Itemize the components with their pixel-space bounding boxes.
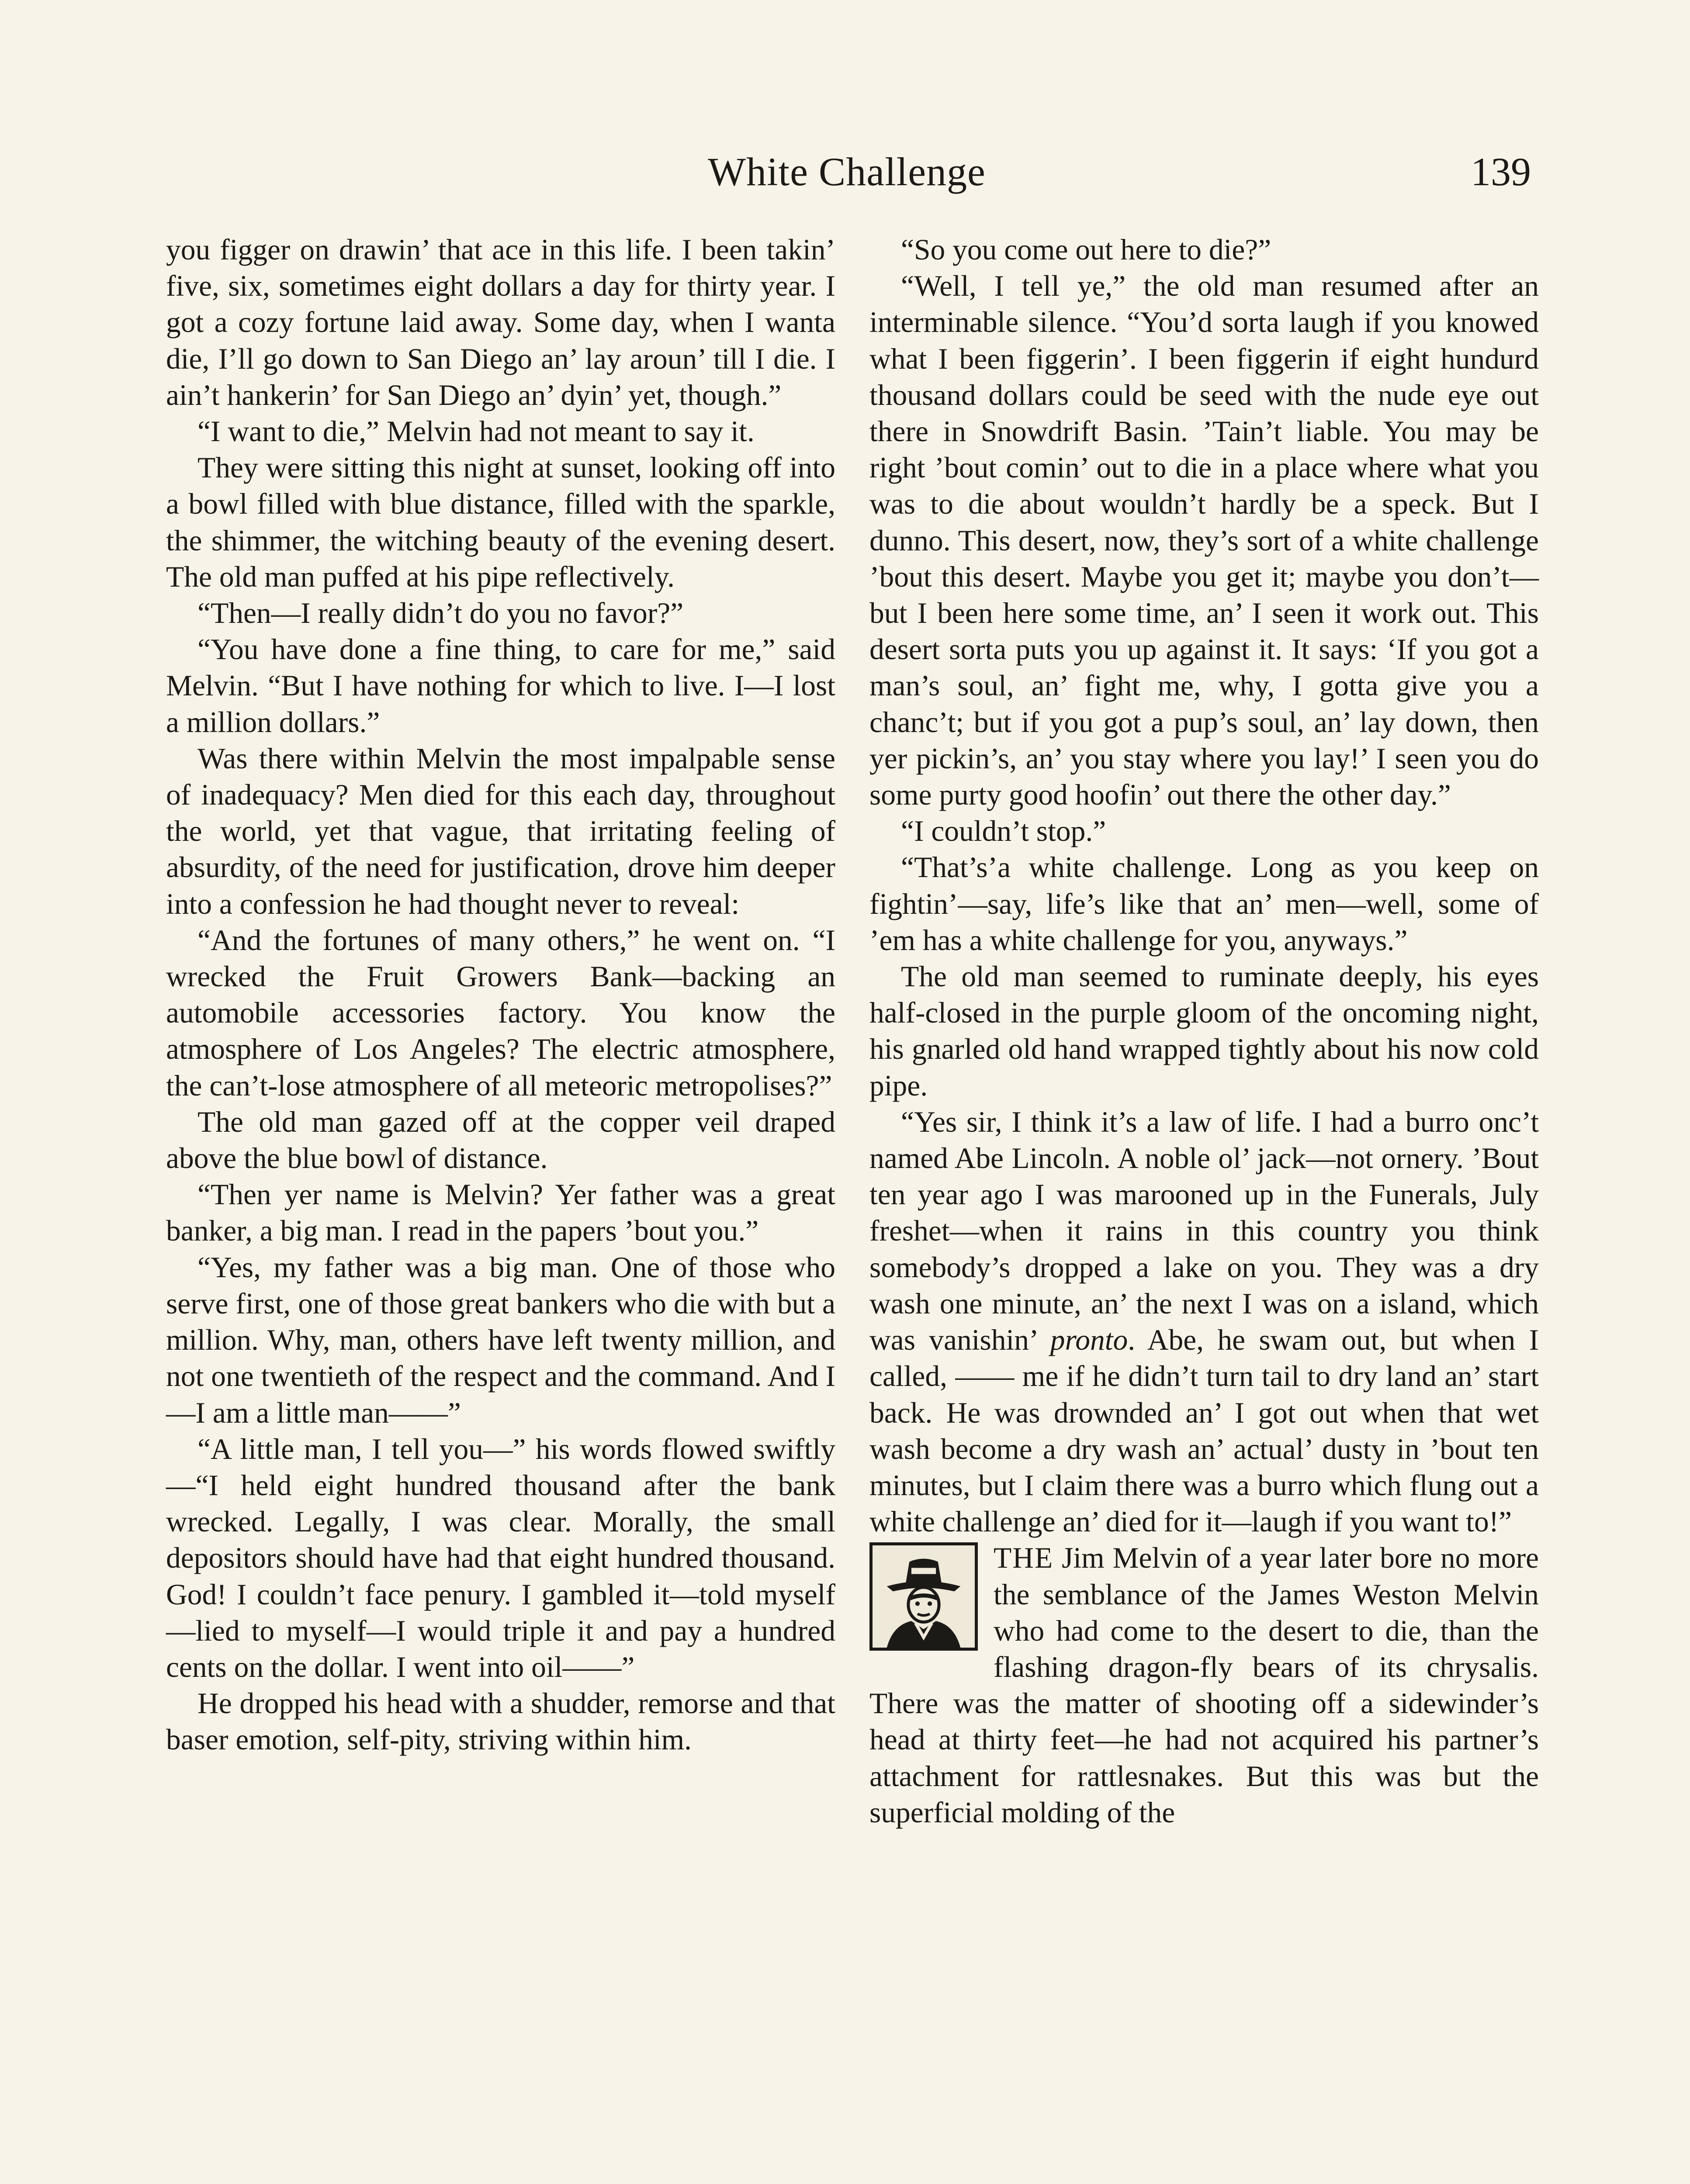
running-title: White Challenge [708,149,986,194]
right-column [869,232,1539,1831]
paragraph-text: “Yes sir, I think it’s a law of life. I had a burro onc’t named Abe Lincoln. A noble ol’ jack—not ornery. ’Bout ten year ago I was marooned up in the Funerals, July freshet—when it rains in this country you think somebody’s dropped a lake on you. They was a dry wash one minute, an’ the next I was on a island, which was vanishin’ [869,1105,1539,1357]
paragraph: “You have done a fine thing, to care for me,” said Melvin. “But I have nothing for which to live. I—I lost a million dollars.” [166,633,835,739]
page-header [163,139,1531,204]
paragraph: “Well, I tell ye,” the old man resumed after an interminable silence. “You’d sorta laugh if you knowed what I been figgerin’. I been figgerin if eight hundurd thousand dollars could be seed with the nude eye out there in Snowdrift Basin. ’Tain’t liable. You may be right ’bout comin’ out to die in a place where what you was to die about wouldn’t hardly be a speck. But I dunno. This desert, now, they’s sort of a white challenge ’bout this desert. Maybe you get it; maybe you don’t—but I been here some time, an’ I seen it work out. This desert sorta puts you up against it. It says: ‘If you got a man’s soul, an’ fight me, why, I gotta give you a chanc’t; but if you got a pup’s soul, an’ lay down, then yer pickin’s, an’ you stay where you lay!’ I seen you do some purty good hoofin’ out there the other day.” [869,270,1539,812]
page-number: 139 [1471,149,1531,194]
paragraph: “Then—I really didn’t do you no favor?” [197,597,684,630]
cowboy-portrait-icon [869,1542,978,1651]
paragraph-text: . Abe, he swam out, but when I called, —— me if he didn’t turn tail to dry land an’ start back. He was drownded an’ I got out when that wet wash become a dry wash an’ actual’ dusty in ’bout ten minutes, but I claim there was a burro which flung out a white challenge an’ died for it—laugh if you want to!” [869,1324,1539,1538]
paragraph: “That’s’a white challenge. Long as you keep on fightin’—say, life’s like that an’ men—well, some of ’em has a white challenge for you, anyways.” [869,851,1539,957]
italic-word: pronto [1050,1324,1128,1357]
paragraph: He dropped his head with a shudder, remorse and that baser emotion, self-pity, striving within him. [166,1687,835,1756]
section-opening-paragraph [869,1540,1539,1831]
paragraph: “Yes, my father was a big man. One of those who serve first, one of those great bankers who die with but a million. Why, man, others have left twenty million, and not one twentieth of the respect and the command. And I—I am a little man——” [166,1251,835,1429]
paragraph: “Then yer name is Melvin? Yer father was a great banker, a big man. I read in the papers ’bout you.” [166,1178,835,1248]
left-column [166,232,835,1758]
paragraph: “I want to die,” Melvin had not meant to say it. [197,415,755,448]
paragraph: The old man gazed off at the copper veil draped above the blue bowl of distance. [166,1105,835,1175]
paragraph: They were sitting this night at sunset, looking off into a bowl filled with blue distance, filled with the sparkle, the shimmer, the witching beauty of the evening desert. The old man puffed at his pipe reflectively. [166,451,835,593]
paragraph: Was there within Melvin the most impalpable sense of inadequacy? Men died for this each day, throughout the world, yet that vague, that irritating feeling of absurdity, of the need for justification, drove him deeper into a confession he had thought never to reveal: [166,742,835,920]
paragraph [869,1104,1539,1540]
section-lead-word: THE [994,1541,1054,1575]
paragraph: The old man seemed to ruminate deeply, his eyes half-closed in the purple gloom of the oncoming night, his gnarled old hand wrapped tightly about his now cold pipe. [869,960,1539,1102]
paragraph: “So you come out here to die?” [901,233,1271,266]
paragraph: “I couldn’t stop.” [901,815,1106,848]
paragraph-text: Jim Melvin of a year later bore no more the semblance of the James Weston Melvin who had come to the desert to die, than the flashing dragon-fly bears of its chrysalis. There was the matter of shooting off a sidewinder’s head at thirty feet—he had not acquired his partner’s attachment for rattlesnakes. But this was but the superficial molding of the [869,1541,1539,1829]
paragraph: you figger on drawin’ that ace in this life. I been takin’ five, six, sometimes eight dollars a day for thirty year. I got a cozy fortune laid away. Some day, when I wanta die, I’ll go down to San Diego an’ lay aroun’ till I die. I ain’t hankerin’ for San Diego an’ dyin’ yet, though.” [166,233,835,411]
paragraph: “A little man, I tell you—” his words flowed swiftly—“I held eight hundred thousand after the bank wrecked. Legally, I was clear. Morally, the small depositors should have had that eight hundred thousand. God! I couldn’t face penury. I gambled it—told myself —lied to myself—I would triple it and pay a hundred cents on the dollar. I went into oil——” [166,1432,835,1683]
paragraph: “And the fortunes of many others,” he went on. “I wrecked the Fruit Growers Bank—backing an automobile accessories factory. You know the atmosphere of Los Angeles? The electric atmosphere, the can’t-lose atmosphere of all meteoric metropolises?” [166,923,835,1102]
